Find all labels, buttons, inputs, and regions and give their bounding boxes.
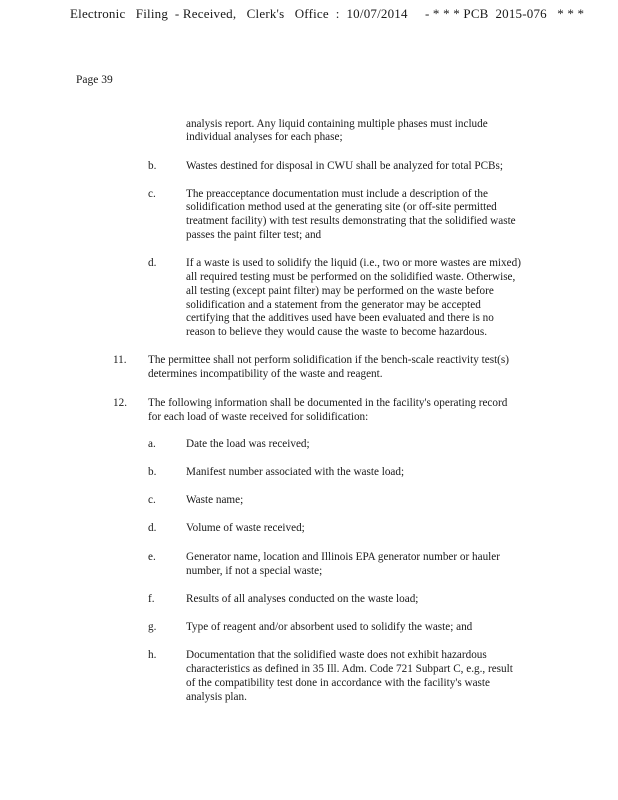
item-h-line-4: analysis plan. xyxy=(186,691,247,703)
item-11-line-1: The permittee shall not perform solidification if the bench-scale reactivity test(s) xyxy=(148,354,509,366)
item-d-line-3: all testing (except paint filter) may be performed on the waste before xyxy=(186,285,494,297)
item-label: g. xyxy=(148,621,157,633)
item-f-line-1: Results of all analyses conducted on the waste load; xyxy=(186,593,419,605)
item-label: b. xyxy=(148,160,157,172)
item-d-line-6: reason to believe they would cause the waste to become hazardous. xyxy=(186,326,488,338)
item-12-line-2: for each load of waste received for solidification: xyxy=(148,411,369,423)
item-d-line-1: If a waste is used to solidify the liquid (i.e., two or more wastes are mixed) xyxy=(186,257,521,269)
item-label: h. xyxy=(148,649,157,661)
item-c-line-2: solidification method used at the generating site (or off-site permitted xyxy=(186,201,497,213)
numbered-label: 12. xyxy=(113,397,127,409)
page-label: Page 39 xyxy=(76,74,113,86)
item-d-line-5: certifying that the additives used have been evaluated and there is no xyxy=(186,312,494,324)
item-a-line-1: Date the load was received; xyxy=(186,438,310,450)
item-e-line-2: number, if not a special waste; xyxy=(186,565,323,577)
item-c-line-4: passes the paint filter test; and xyxy=(186,229,322,241)
item-b-line-1: Wastes destined for disposal in CWU shall be analyzed for total PCBs; xyxy=(186,160,503,172)
item-h-line-3: of the compatibility test done in accordance with the facility's waste xyxy=(186,677,490,689)
item-e-line-1: Generator name, location and Illinois EPA generator number or hauler xyxy=(186,551,500,563)
item-label: c. xyxy=(148,494,156,506)
numbered-label: 11. xyxy=(113,354,127,366)
item-label: e. xyxy=(148,551,156,563)
item-c2-line-1: Waste name; xyxy=(186,494,244,506)
item-11-line-2: determines incompatibility of the waste and reagent. xyxy=(148,368,383,380)
continuation-line-1: analysis report. Any liquid containing multiple phases must include xyxy=(186,118,488,130)
item-label: d. xyxy=(148,257,157,269)
item-h-line-2: characteristics as defined in 35 Ill. Adm. Code 721 Subpart C, e.g., result xyxy=(186,663,513,675)
item-b2-line-1: Manifest number associated with the waste load; xyxy=(186,466,405,478)
item-d-line-2: all required testing must be performed on the solidified waste. Otherwise, xyxy=(186,271,516,283)
filing-header: Electronic Filing - Received, Clerk's Office : 10/07/2014 - * * * PCB 2015-076 * * * xyxy=(70,6,585,21)
item-12-line-1: The following information shall be documented in the facility's operating record xyxy=(148,397,508,409)
item-label: d. xyxy=(148,522,157,534)
item-label: f. xyxy=(148,593,155,605)
item-g-line-1: Type of reagent and/or absorbent used to solidify the waste; and xyxy=(186,621,473,633)
item-label: c. xyxy=(148,188,156,200)
item-c-line-1: The preacceptance documentation must include a description of the xyxy=(186,188,488,200)
item-c-line-3: treatment facility) with test results demonstrating that the solidified waste xyxy=(186,215,516,227)
item-d-line-4: solidification and a statement from the generator may be accepted xyxy=(186,299,481,311)
continuation-line-2: individual analyses for each phase; xyxy=(186,131,343,143)
item-d2-line-1: Volume of waste received; xyxy=(186,522,305,534)
item-label: b. xyxy=(148,466,157,478)
item-label: a. xyxy=(148,438,156,450)
item-h-line-1: Documentation that the solidified waste does not exhibit hazardous xyxy=(186,649,487,661)
